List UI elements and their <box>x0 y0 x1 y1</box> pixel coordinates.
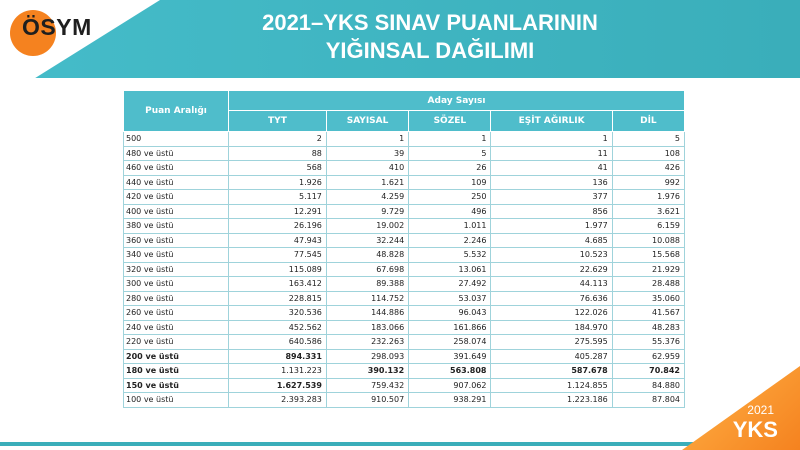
cell-value: 47.943 <box>229 233 327 248</box>
page-title-line2: YIĞINSAL DAĞILIMI <box>325 38 535 63</box>
row-label: 400 ve üstü <box>124 204 229 219</box>
table-row <box>124 190 685 205</box>
table-row <box>124 146 685 161</box>
cell-value: 27.492 <box>409 277 491 292</box>
table-row <box>124 161 685 176</box>
cell-value: 62.959 <box>612 349 684 364</box>
table-row <box>124 248 685 263</box>
cell-value: 938.291 <box>409 393 491 408</box>
cell-value: 452.562 <box>229 320 327 335</box>
cell-value: 44.113 <box>491 277 612 292</box>
cell-value: 1 <box>326 132 408 147</box>
table-row <box>124 204 685 219</box>
cell-value: 587.678 <box>491 364 612 379</box>
cell-value: 2 <box>229 132 327 147</box>
cell-value: 568 <box>229 161 327 176</box>
cell-value: 5.117 <box>229 190 327 205</box>
score-distribution-table <box>123 90 685 408</box>
cell-value: 109 <box>409 175 491 190</box>
cell-value: 320.536 <box>229 306 327 321</box>
column-header-dil: DİL <box>612 111 684 132</box>
cell-value: 426 <box>612 161 684 176</box>
cell-value: 910.507 <box>326 393 408 408</box>
cell-value: 32.244 <box>326 233 408 248</box>
cell-value: 26.196 <box>229 219 327 234</box>
page-title-line1: 2021–YKS SINAV PUANLARININ <box>262 10 598 35</box>
footer-exam-name: YKS <box>732 417 778 442</box>
cell-value: 232.263 <box>326 335 408 350</box>
cell-value: 163.412 <box>229 277 327 292</box>
cell-value: 21.929 <box>612 262 684 277</box>
cell-value: 48.828 <box>326 248 408 263</box>
cell-value: 1.627.539 <box>229 378 327 393</box>
cell-value: 122.026 <box>491 306 612 321</box>
cell-value: 10.088 <box>612 233 684 248</box>
cell-value: 6.159 <box>612 219 684 234</box>
cell-value: 1.011 <box>409 219 491 234</box>
cell-value: 496 <box>409 204 491 219</box>
cell-value: 77.545 <box>229 248 327 263</box>
row-label: 150 ve üstü <box>124 378 229 393</box>
table-row <box>124 320 685 335</box>
cell-value: 39 <box>326 146 408 161</box>
row-label: 100 ve üstü <box>124 393 229 408</box>
table-row <box>124 262 685 277</box>
table-row <box>124 378 685 393</box>
cell-value: 405.287 <box>491 349 612 364</box>
table-row <box>124 335 685 350</box>
cell-value: 15.568 <box>612 248 684 263</box>
cell-value: 41 <box>491 161 612 176</box>
row-label: 240 ve üstü <box>124 320 229 335</box>
row-label: 300 ve üstü <box>124 277 229 292</box>
cell-value: 4.685 <box>491 233 612 248</box>
cell-value: 87.804 <box>612 393 684 408</box>
row-label: 440 ve üstü <box>124 175 229 190</box>
column-header-sozel: SÖZEL <box>409 111 491 132</box>
cell-value: 84.880 <box>612 378 684 393</box>
cell-value: 5 <box>409 146 491 161</box>
footer-year: 2021 <box>747 403 774 417</box>
cell-value: 5.532 <box>409 248 491 263</box>
cell-value: 10.523 <box>491 248 612 263</box>
cell-value: 1.223.186 <box>491 393 612 408</box>
cell-value: 115.089 <box>229 262 327 277</box>
cell-value: 184.970 <box>491 320 612 335</box>
cell-value: 907.062 <box>409 378 491 393</box>
table-row <box>124 393 685 408</box>
cell-value: 22.629 <box>491 262 612 277</box>
table-row <box>124 277 685 292</box>
cell-value: 1.124.855 <box>491 378 612 393</box>
table-row <box>124 132 685 147</box>
cell-value: 13.061 <box>409 262 491 277</box>
cell-value: 48.283 <box>612 320 684 335</box>
cell-value: 391.649 <box>409 349 491 364</box>
table-body <box>124 132 685 408</box>
cell-value: 856 <box>491 204 612 219</box>
table-row <box>124 219 685 234</box>
candidate-count-header: Aday Sayısı <box>229 91 685 111</box>
cell-value: 563.808 <box>409 364 491 379</box>
cell-value: 19.002 <box>326 219 408 234</box>
column-header-esit-agirlik: EŞİT AĞIRLIK <box>491 111 612 132</box>
row-label: 380 ve üstü <box>124 219 229 234</box>
cell-value: 298.093 <box>326 349 408 364</box>
cell-value: 89.388 <box>326 277 408 292</box>
cell-value: 41.567 <box>612 306 684 321</box>
cell-value: 759.432 <box>326 378 408 393</box>
cell-value: 1.976 <box>612 190 684 205</box>
row-label: 180 ve üstü <box>124 364 229 379</box>
cell-value: 1.926 <box>229 175 327 190</box>
cell-value: 258.074 <box>409 335 491 350</box>
row-label: 200 ve üstü <box>124 349 229 364</box>
cell-value: 114.752 <box>326 291 408 306</box>
cell-value: 144.886 <box>326 306 408 321</box>
cell-value: 9.729 <box>326 204 408 219</box>
cell-value: 55.376 <box>612 335 684 350</box>
cell-value: 410 <box>326 161 408 176</box>
column-header-sayisal: SAYISAL <box>326 111 408 132</box>
cell-value: 53.037 <box>409 291 491 306</box>
cell-value: 640.586 <box>229 335 327 350</box>
cell-value: 96.043 <box>409 306 491 321</box>
cell-value: 2.246 <box>409 233 491 248</box>
cell-value: 992 <box>612 175 684 190</box>
table-row <box>124 175 685 190</box>
row-label: 460 ve üstü <box>124 161 229 176</box>
cell-value: 894.331 <box>229 349 327 364</box>
cell-value: 377 <box>491 190 612 205</box>
cell-value: 136 <box>491 175 612 190</box>
cell-value: 70.842 <box>612 364 684 379</box>
cell-value: 1.131.223 <box>229 364 327 379</box>
cell-value: 76.636 <box>491 291 612 306</box>
column-header-tyt: TYT <box>229 111 327 132</box>
table-row <box>124 233 685 248</box>
cell-value: 161.866 <box>409 320 491 335</box>
row-label: 260 ve üstü <box>124 306 229 321</box>
row-label: 320 ve üstü <box>124 262 229 277</box>
row-label: 280 ve üstü <box>124 291 229 306</box>
cell-value: 4.259 <box>326 190 408 205</box>
cell-value: 28.488 <box>612 277 684 292</box>
row-label: 360 ve üstü <box>124 233 229 248</box>
cell-value: 35.060 <box>612 291 684 306</box>
osym-logo: ÖSYM <box>22 14 92 40</box>
cell-value: 67.698 <box>326 262 408 277</box>
row-label: 500 <box>124 132 229 147</box>
table-row <box>124 349 685 364</box>
row-label: 340 ve üstü <box>124 248 229 263</box>
cell-value: 390.132 <box>326 364 408 379</box>
range-header: Puan Aralığı <box>124 91 229 132</box>
row-label: 220 ve üstü <box>124 335 229 350</box>
cell-value: 1 <box>491 132 612 147</box>
cell-value: 2.393.283 <box>229 393 327 408</box>
cell-value: 1 <box>409 132 491 147</box>
cell-value: 108 <box>612 146 684 161</box>
cell-value: 275.595 <box>491 335 612 350</box>
row-label: 420 ve üstü <box>124 190 229 205</box>
cell-value: 26 <box>409 161 491 176</box>
cell-value: 11 <box>491 146 612 161</box>
cell-value: 1.621 <box>326 175 408 190</box>
cell-value: 5 <box>612 132 684 147</box>
cell-value: 250 <box>409 190 491 205</box>
footer-divider <box>0 442 800 446</box>
table-row <box>124 291 685 306</box>
row-label: 480 ve üstü <box>124 146 229 161</box>
table-row <box>124 364 685 379</box>
cell-value: 183.066 <box>326 320 408 335</box>
cell-value: 228.815 <box>229 291 327 306</box>
cell-value: 1.977 <box>491 219 612 234</box>
cell-value: 3.621 <box>612 204 684 219</box>
cell-value: 12.291 <box>229 204 327 219</box>
table-row <box>124 306 685 321</box>
cell-value: 88 <box>229 146 327 161</box>
